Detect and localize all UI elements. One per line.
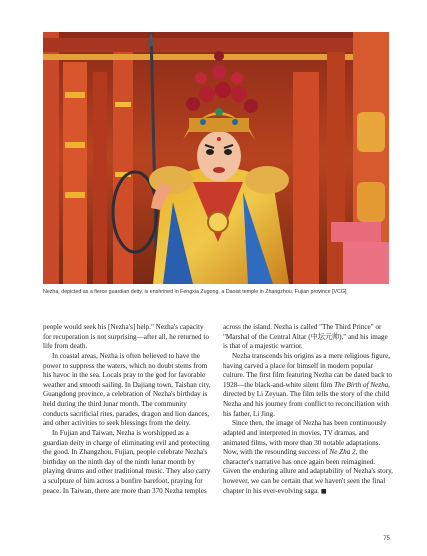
film-title: Ne Zha 2	[329, 448, 356, 457]
body-paragraph: people would seek his [Nezha's] help." Nezha's capacity for recuperation is not surprising—after all, he returned to life from death.	[43, 323, 209, 351]
end-mark-icon: ■	[320, 487, 327, 495]
article-left-column	[43, 323, 213, 496]
paragraph-text: Since then, the image of Nezha has been continuously adapted and interpreted in movies, TV dramas, and animated films, with more than 30 notable adaptations. Now, with the resounding success of	[223, 419, 387, 457]
photo-caption: Nezha, depicted as a fierce guardian deity, is enshrined in Fengxia Zugong, a Daoist temple in Zhangzhou, Fujian province [VCG]	[43, 289, 347, 295]
film-title: The Birth of Nezha	[334, 380, 389, 389]
paragraph-text: Nezha transcends his origins as a mere religious figure, having carved a place for himself in modern popular culture. The first film featuring Nezha can be dated back to 1928—the black-and-white silent film	[223, 351, 392, 389]
page-number: 75	[383, 536, 390, 542]
article-right-column	[223, 323, 393, 496]
body-paragraph: In Fujian and Taiwan, Nezha is worshipped as a guardian deity in charge of eliminating evil and protecting the good. In Zhangzhou, Fujian, people celebrate Nezha's birthday on the ninth day of the ninth lunar month by playing drums and other traditional music. They also carry a sculpture of him across a bonfire barefoot, praying for peace. In Taiwan, there are more than 370 Nezha temples	[43, 428, 211, 495]
nezha-statue-photo	[43, 32, 389, 284]
body-paragraph	[223, 419, 393, 496]
body-paragraph: across the island. Nezha is called "The Third Prince" or "Marshal of the Central Altar (中坛元帅)," and his image is that of a majestic warrior.	[223, 323, 388, 351]
body-paragraph	[223, 352, 393, 419]
paragraph-text: , the character's narrative has once again been reimagined. Given the enduring allure and adaptability of Nezha's story, however, we can be certain that we haven't seen the final chapter in his ever-evolving saga.	[223, 448, 393, 495]
body-paragraph: In coastal areas, Nezha is often believed to have the power to suppress the waters, which no doubt stems from his havoc in the sea. Locals pray to the god for favorable weather and smooth sailing. In Dajiang town, Taishan city, Guangdong province, a celebration of Nezha's birthday is held during the third lunar month. The community conducts sacrificial rites, parades, dragon and lion dances, and other activities to seek blessings from the deity.	[43, 351, 211, 428]
paragraph-text: , directed by Li Zeyuan. The film tells the story of the child Nezha and his journey from conflict to reconciliation with his father, Li Jing.	[223, 380, 391, 418]
